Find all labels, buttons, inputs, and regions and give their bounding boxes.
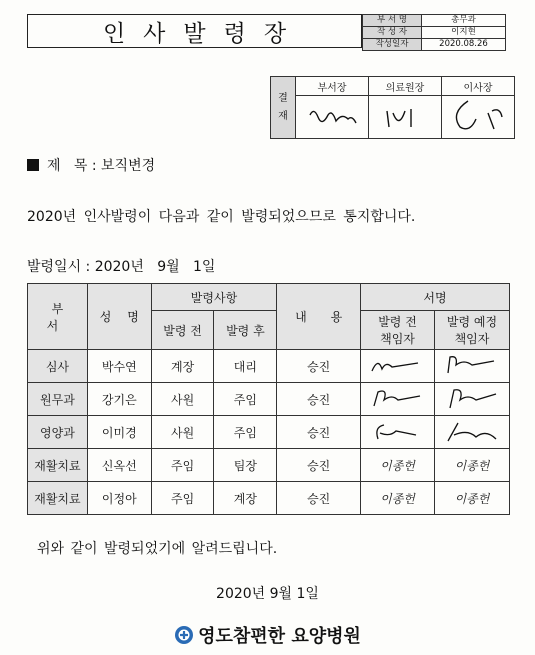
approval-side-char: 재	[278, 110, 288, 122]
meta-row	[363, 15, 506, 27]
meta-label: 부 서 명	[363, 15, 422, 27]
footer-date: 2020년 9월 1일	[216, 586, 319, 602]
header-sign: 서명	[361, 284, 510, 311]
hospital-logo-icon	[174, 625, 194, 645]
signature-mark	[375, 101, 435, 131]
cell-sign-before: 이종헌	[361, 482, 435, 515]
cell-name: 박수연	[87, 350, 151, 383]
meta-row	[363, 39, 506, 51]
cell-content: 승진	[277, 416, 361, 449]
approval-box	[270, 76, 515, 139]
approval-signature	[442, 96, 515, 139]
cell-content: 승진	[277, 449, 361, 482]
cell-content: 승진	[277, 350, 361, 383]
cell-name: 이미경	[87, 416, 151, 449]
signature-mark	[368, 419, 428, 443]
approval-role: 부서장	[296, 77, 369, 96]
cell-sign-after	[434, 416, 509, 449]
cell-sign-after: 이종헌	[434, 482, 509, 515]
signature-mark	[442, 419, 502, 443]
header-dept: 부 서	[28, 284, 88, 350]
table-row	[28, 416, 510, 449]
cell-after: 대리	[214, 350, 277, 383]
cell-sign-before	[361, 416, 435, 449]
cell-sign-before	[361, 383, 435, 416]
signature-mark	[448, 99, 508, 133]
cell-sign-before	[361, 350, 435, 383]
cell-content: 승진	[277, 482, 361, 515]
meta-row	[363, 27, 506, 39]
cell-after: 주임	[214, 383, 277, 416]
meta-value: 이지현	[422, 27, 506, 39]
approval-side-char: 결	[278, 92, 288, 104]
cell-before: 사원	[151, 416, 214, 449]
effective-date: 발령일시 : 2020년 9월 1일	[27, 259, 216, 275]
header-sign-after: 발령 예정 책임자	[434, 311, 509, 350]
notice-text: 2020년 인사발령이 다음과 같이 발령되었으므로 통지합니다.	[27, 209, 416, 225]
signature-mark	[368, 353, 428, 377]
header-before: 발령 전	[151, 311, 214, 350]
table-row	[28, 482, 510, 515]
signature-mark	[302, 101, 362, 131]
cell-after: 계장	[214, 482, 277, 515]
approval-side-label	[271, 77, 296, 139]
cell-after: 팀장	[214, 449, 277, 482]
table-row	[28, 383, 510, 416]
cell-name: 신옥선	[87, 449, 151, 482]
meta-table	[362, 14, 506, 51]
cell-dept: 원무과	[28, 383, 88, 416]
table-row	[28, 449, 510, 482]
cell-dept: 영양과	[28, 416, 88, 449]
cell-name: 이정아	[87, 482, 151, 515]
personnel-table	[27, 283, 510, 515]
cell-before: 주임	[151, 482, 214, 515]
document-title: 인사발령장	[27, 14, 362, 48]
cell-sign-after	[434, 383, 509, 416]
cell-before: 사원	[151, 383, 214, 416]
approval-side-text	[272, 90, 294, 126]
meta-value: 총무과	[422, 15, 506, 27]
approval-signature	[369, 96, 442, 139]
meta-label: 작 성 자	[363, 27, 422, 39]
square-bullet-icon	[27, 159, 39, 171]
cell-dept: 재활치료	[28, 449, 88, 482]
cell-dept: 심사	[28, 350, 88, 383]
header-change: 발령사항	[151, 284, 277, 311]
closing-text: 위와 같이 발령되었기에 알려드립니다.	[37, 541, 278, 557]
cell-sign-before: 이종헌	[361, 449, 435, 482]
signature-mark	[442, 386, 502, 410]
header-sign-before: 발령 전 책임자	[361, 311, 435, 350]
meta-label: 작성일자	[363, 39, 422, 51]
header-name: 성 명	[87, 284, 151, 350]
approval-role: 의료원장	[369, 77, 442, 96]
cell-sign-after	[434, 350, 509, 383]
subject-text: 제 목 : 보직변경	[47, 158, 156, 174]
cell-before: 계장	[151, 350, 214, 383]
cell-name: 강기은	[87, 383, 151, 416]
cell-dept: 재활치료	[28, 482, 88, 515]
organization-name: 영도참편한 요양병원	[198, 626, 361, 647]
organization	[0, 622, 535, 648]
cell-content: 승진	[277, 383, 361, 416]
approval-signature	[296, 96, 369, 139]
header-content: 내 용	[277, 284, 361, 350]
header-after: 발령 후	[214, 311, 277, 350]
table-row	[28, 350, 510, 383]
cell-before: 주임	[151, 449, 214, 482]
approval-role: 이사장	[442, 77, 515, 96]
signature-mark	[368, 386, 428, 410]
cell-after: 주임	[214, 416, 277, 449]
meta-value: 2020.08.26	[422, 39, 506, 51]
subject-line	[27, 155, 155, 175]
signature-mark	[442, 353, 502, 377]
cell-sign-after: 이종헌	[434, 449, 509, 482]
